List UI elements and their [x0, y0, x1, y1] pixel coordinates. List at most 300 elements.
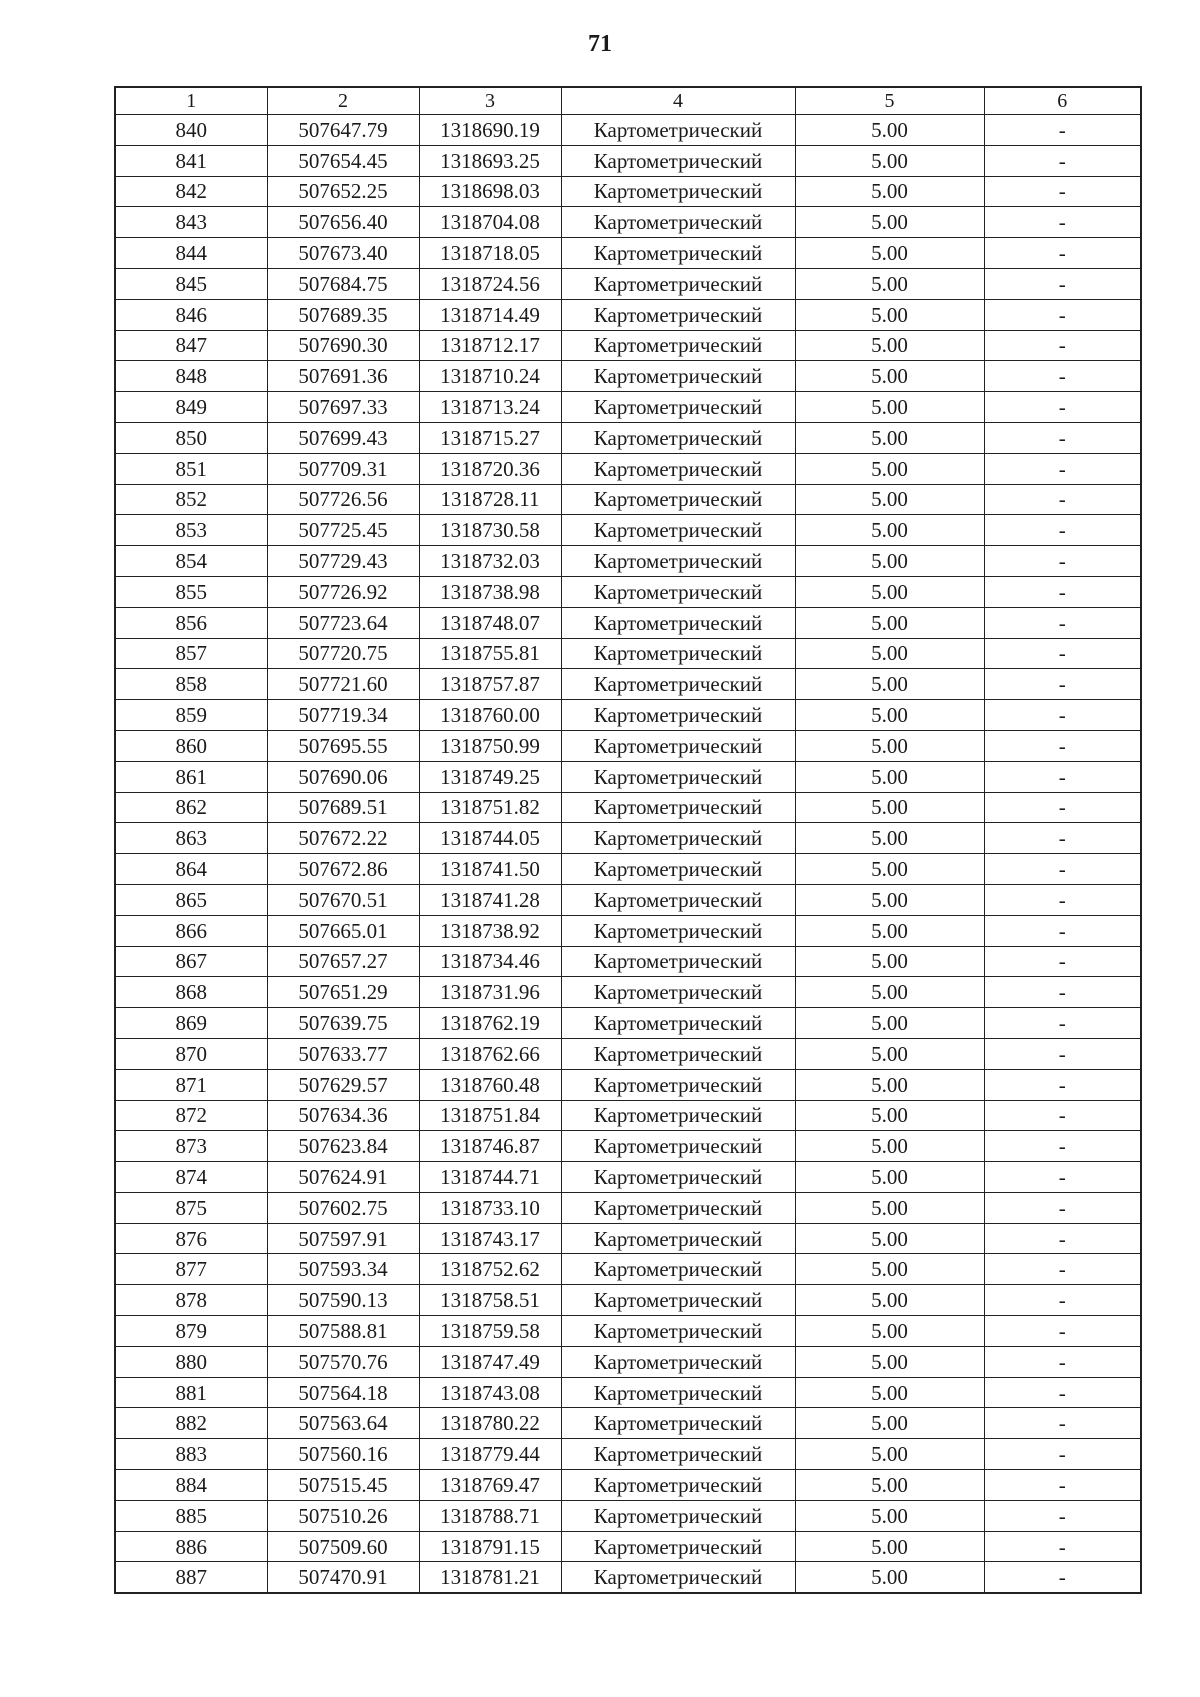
table-row [115, 1531, 1141, 1562]
table-row [115, 607, 1141, 638]
point-number-cell: 842 [115, 176, 267, 207]
point-number-cell: 865 [115, 884, 267, 915]
x-coordinate-cell: 507623.84 [267, 1131, 419, 1162]
point-number-cell: 869 [115, 1008, 267, 1039]
accuracy-cell: 5.00 [795, 1500, 984, 1531]
method-cell: Картометрический [561, 115, 795, 146]
x-coordinate-cell: 507709.31 [267, 453, 419, 484]
point-number-cell: 848 [115, 361, 267, 392]
table-row [115, 1254, 1141, 1285]
y-coordinate-cell: 1318713.24 [419, 392, 561, 423]
point-number-cell: 881 [115, 1377, 267, 1408]
y-coordinate-cell: 1318728.11 [419, 484, 561, 515]
note-cell: - [984, 638, 1141, 669]
method-cell: Картометрический [561, 238, 795, 269]
table-header [115, 87, 1141, 115]
note-cell: - [984, 1192, 1141, 1223]
accuracy-cell: 5.00 [795, 1285, 984, 1316]
table-body [115, 115, 1141, 1594]
y-coordinate-cell: 1318690.19 [419, 115, 561, 146]
table-row [115, 1162, 1141, 1193]
method-cell: Картометрический [561, 946, 795, 977]
column-header-4: 4 [561, 87, 795, 115]
table-row [115, 207, 1141, 238]
point-number-cell: 860 [115, 730, 267, 761]
note-cell: - [984, 484, 1141, 515]
point-number-cell: 878 [115, 1285, 267, 1316]
accuracy-cell: 5.00 [795, 1223, 984, 1254]
x-coordinate-cell: 507657.27 [267, 946, 419, 977]
table-row [115, 361, 1141, 392]
note-cell: - [984, 1439, 1141, 1470]
table-row [115, 700, 1141, 731]
note-cell: - [984, 1008, 1141, 1039]
column-header-5: 5 [795, 87, 984, 115]
page-number: 71 [588, 31, 612, 57]
x-coordinate-cell: 507624.91 [267, 1162, 419, 1193]
table-row [115, 299, 1141, 330]
note-cell: - [984, 422, 1141, 453]
x-coordinate-cell: 507633.77 [267, 1038, 419, 1069]
point-number-cell: 854 [115, 546, 267, 577]
table-row [115, 946, 1141, 977]
accuracy-cell: 5.00 [795, 761, 984, 792]
method-cell: Картометрический [561, 977, 795, 1008]
method-cell: Картометрический [561, 1223, 795, 1254]
method-cell: Картометрический [561, 1008, 795, 1039]
table-row [115, 484, 1141, 515]
point-number-cell: 843 [115, 207, 267, 238]
point-number-cell: 882 [115, 1408, 267, 1439]
point-number-cell: 851 [115, 453, 267, 484]
x-coordinate-cell: 507593.34 [267, 1254, 419, 1285]
accuracy-cell: 5.00 [795, 330, 984, 361]
x-coordinate-cell: 507629.57 [267, 1069, 419, 1100]
x-coordinate-cell: 507656.40 [267, 207, 419, 238]
note-cell: - [984, 1100, 1141, 1131]
accuracy-cell: 5.00 [795, 669, 984, 700]
y-coordinate-cell: 1318748.07 [419, 607, 561, 638]
accuracy-cell: 5.00 [795, 946, 984, 977]
point-number-cell: 859 [115, 700, 267, 731]
y-coordinate-cell: 1318752.62 [419, 1254, 561, 1285]
y-coordinate-cell: 1318759.58 [419, 1316, 561, 1347]
y-coordinate-cell: 1318714.49 [419, 299, 561, 330]
accuracy-cell: 5.00 [795, 1038, 984, 1069]
y-coordinate-cell: 1318750.99 [419, 730, 561, 761]
note-cell: - [984, 607, 1141, 638]
point-number-cell: 864 [115, 854, 267, 885]
point-number-cell: 855 [115, 576, 267, 607]
method-cell: Картометрический [561, 1408, 795, 1439]
y-coordinate-cell: 1318693.25 [419, 145, 561, 176]
accuracy-cell: 5.00 [795, 484, 984, 515]
method-cell: Картометрический [561, 638, 795, 669]
method-cell: Картометрический [561, 1470, 795, 1501]
accuracy-cell: 5.00 [795, 576, 984, 607]
accuracy-cell: 5.00 [795, 1131, 984, 1162]
point-number-cell: 871 [115, 1069, 267, 1100]
accuracy-cell: 5.00 [795, 361, 984, 392]
y-coordinate-cell: 1318710.24 [419, 361, 561, 392]
point-number-cell: 852 [115, 484, 267, 515]
accuracy-cell: 5.00 [795, 515, 984, 546]
note-cell: - [984, 145, 1141, 176]
method-cell: Картометрический [561, 1069, 795, 1100]
method-cell: Картометрический [561, 1531, 795, 1562]
accuracy-cell: 5.00 [795, 422, 984, 453]
accuracy-cell: 5.00 [795, 607, 984, 638]
column-header-3: 3 [419, 87, 561, 115]
note-cell: - [984, 1470, 1141, 1501]
point-number-cell: 883 [115, 1439, 267, 1470]
note-cell: - [984, 977, 1141, 1008]
method-cell: Картометрический [561, 1346, 795, 1377]
point-number-cell: 872 [115, 1100, 267, 1131]
y-coordinate-cell: 1318715.27 [419, 422, 561, 453]
note-cell: - [984, 1285, 1141, 1316]
method-cell: Картометрический [561, 1439, 795, 1470]
table-row [115, 1131, 1141, 1162]
note-cell: - [984, 115, 1141, 146]
table-row [115, 1408, 1141, 1439]
method-cell: Картометрический [561, 761, 795, 792]
point-number-cell: 861 [115, 761, 267, 792]
y-coordinate-cell: 1318738.98 [419, 576, 561, 607]
note-cell: - [984, 1162, 1141, 1193]
accuracy-cell: 5.00 [795, 1408, 984, 1439]
point-number-cell: 875 [115, 1192, 267, 1223]
point-number-cell: 850 [115, 422, 267, 453]
point-number-cell: 887 [115, 1562, 267, 1593]
method-cell: Картометрический [561, 330, 795, 361]
table-row [115, 977, 1141, 1008]
x-coordinate-cell: 507590.13 [267, 1285, 419, 1316]
note-cell: - [984, 268, 1141, 299]
x-coordinate-cell: 507564.18 [267, 1377, 419, 1408]
method-cell: Картометрический [561, 1316, 795, 1347]
x-coordinate-cell: 507690.30 [267, 330, 419, 361]
note-cell: - [984, 576, 1141, 607]
y-coordinate-cell: 1318769.47 [419, 1470, 561, 1501]
note-cell: - [984, 1254, 1141, 1285]
point-number-cell: 862 [115, 792, 267, 823]
x-coordinate-cell: 507725.45 [267, 515, 419, 546]
table-row [115, 884, 1141, 915]
table-row [115, 1285, 1141, 1316]
point-number-cell: 868 [115, 977, 267, 1008]
table-row [115, 1500, 1141, 1531]
method-cell: Картометрический [561, 1131, 795, 1162]
y-coordinate-cell: 1318718.05 [419, 238, 561, 269]
table-row [115, 638, 1141, 669]
x-coordinate-cell: 507672.22 [267, 823, 419, 854]
method-cell: Картометрический [561, 392, 795, 423]
accuracy-cell: 5.00 [795, 1316, 984, 1347]
method-cell: Картометрический [561, 1562, 795, 1593]
method-cell: Картометрический [561, 1192, 795, 1223]
note-cell: - [984, 1531, 1141, 1562]
x-coordinate-cell: 507673.40 [267, 238, 419, 269]
y-coordinate-cell: 1318733.10 [419, 1192, 561, 1223]
accuracy-cell: 5.00 [795, 884, 984, 915]
table-row [115, 1562, 1141, 1593]
note-cell: - [984, 730, 1141, 761]
x-coordinate-cell: 507719.34 [267, 700, 419, 731]
accuracy-cell: 5.00 [795, 299, 984, 330]
column-header-2: 2 [267, 87, 419, 115]
x-coordinate-cell: 507691.36 [267, 361, 419, 392]
method-cell: Картометрический [561, 546, 795, 577]
point-number-cell: 879 [115, 1316, 267, 1347]
method-cell: Картометрический [561, 1162, 795, 1193]
accuracy-cell: 5.00 [795, 1439, 984, 1470]
note-cell: - [984, 453, 1141, 484]
accuracy-cell: 5.00 [795, 145, 984, 176]
note-cell: - [984, 330, 1141, 361]
y-coordinate-cell: 1318712.17 [419, 330, 561, 361]
table-row [115, 576, 1141, 607]
y-coordinate-cell: 1318781.21 [419, 1562, 561, 1593]
table-row [115, 145, 1141, 176]
method-cell: Картометрический [561, 700, 795, 731]
y-coordinate-cell: 1318734.46 [419, 946, 561, 977]
x-coordinate-cell: 507563.64 [267, 1408, 419, 1439]
table-row [115, 515, 1141, 546]
y-coordinate-cell: 1318788.71 [419, 1500, 561, 1531]
note-cell: - [984, 1346, 1141, 1377]
y-coordinate-cell: 1318741.28 [419, 884, 561, 915]
note-cell: - [984, 1500, 1141, 1531]
table-row [115, 1377, 1141, 1408]
table-row [115, 761, 1141, 792]
x-coordinate-cell: 507723.64 [267, 607, 419, 638]
note-cell: - [984, 207, 1141, 238]
x-coordinate-cell: 507602.75 [267, 1192, 419, 1223]
note-cell: - [984, 176, 1141, 207]
x-coordinate-cell: 507652.25 [267, 176, 419, 207]
table-row [115, 1346, 1141, 1377]
y-coordinate-cell: 1318760.00 [419, 700, 561, 731]
accuracy-cell: 5.00 [795, 1192, 984, 1223]
accuracy-cell: 5.00 [795, 1470, 984, 1501]
x-coordinate-cell: 507720.75 [267, 638, 419, 669]
x-coordinate-cell: 507689.51 [267, 792, 419, 823]
note-cell: - [984, 1131, 1141, 1162]
point-number-cell: 867 [115, 946, 267, 977]
accuracy-cell: 5.00 [795, 915, 984, 946]
method-cell: Картометрический [561, 299, 795, 330]
y-coordinate-cell: 1318732.03 [419, 546, 561, 577]
note-cell: - [984, 1038, 1141, 1069]
accuracy-cell: 5.00 [795, 1008, 984, 1039]
method-cell: Картометрический [561, 669, 795, 700]
y-coordinate-cell: 1318744.05 [419, 823, 561, 854]
point-number-cell: 874 [115, 1162, 267, 1193]
x-coordinate-cell: 507672.86 [267, 854, 419, 885]
method-cell: Картометрический [561, 1038, 795, 1069]
y-coordinate-cell: 1318749.25 [419, 761, 561, 792]
method-cell: Картометрический [561, 1100, 795, 1131]
table-row [115, 1008, 1141, 1039]
method-cell: Картометрический [561, 823, 795, 854]
note-cell: - [984, 669, 1141, 700]
point-number-cell: 866 [115, 915, 267, 946]
table-row [115, 1439, 1141, 1470]
point-number-cell: 863 [115, 823, 267, 854]
method-cell: Картометрический [561, 1285, 795, 1316]
y-coordinate-cell: 1318755.81 [419, 638, 561, 669]
y-coordinate-cell: 1318746.87 [419, 1131, 561, 1162]
x-coordinate-cell: 507651.29 [267, 977, 419, 1008]
y-coordinate-cell: 1318738.92 [419, 915, 561, 946]
method-cell: Картометрический [561, 607, 795, 638]
point-number-cell: 876 [115, 1223, 267, 1254]
note-cell: - [984, 792, 1141, 823]
method-cell: Картометрический [561, 207, 795, 238]
accuracy-cell: 5.00 [795, 1531, 984, 1562]
note-cell: - [984, 546, 1141, 577]
table-row [115, 1038, 1141, 1069]
point-number-cell: 880 [115, 1346, 267, 1377]
note-cell: - [984, 299, 1141, 330]
accuracy-cell: 5.00 [795, 730, 984, 761]
method-cell: Картометрический [561, 361, 795, 392]
table-row [115, 823, 1141, 854]
y-coordinate-cell: 1318704.08 [419, 207, 561, 238]
note-cell: - [984, 515, 1141, 546]
accuracy-cell: 5.00 [795, 1346, 984, 1377]
method-cell: Картометрический [561, 792, 795, 823]
x-coordinate-cell: 507634.36 [267, 1100, 419, 1131]
x-coordinate-cell: 507726.92 [267, 576, 419, 607]
x-coordinate-cell: 507560.16 [267, 1439, 419, 1470]
y-coordinate-cell: 1318720.36 [419, 453, 561, 484]
x-coordinate-cell: 507726.56 [267, 484, 419, 515]
accuracy-cell: 5.00 [795, 1162, 984, 1193]
table-row [115, 792, 1141, 823]
point-number-cell: 873 [115, 1131, 267, 1162]
accuracy-cell: 5.00 [795, 1377, 984, 1408]
note-cell: - [984, 392, 1141, 423]
y-coordinate-cell: 1318730.58 [419, 515, 561, 546]
method-cell: Картометрический [561, 915, 795, 946]
x-coordinate-cell: 507690.06 [267, 761, 419, 792]
accuracy-cell: 5.00 [795, 792, 984, 823]
note-cell: - [984, 1069, 1141, 1100]
point-number-cell: 840 [115, 115, 267, 146]
column-header-1: 1 [115, 87, 267, 115]
note-cell: - [984, 1223, 1141, 1254]
note-cell: - [984, 761, 1141, 792]
method-cell: Картометрический [561, 484, 795, 515]
y-coordinate-cell: 1318780.22 [419, 1408, 561, 1439]
table-row [115, 1223, 1141, 1254]
y-coordinate-cell: 1318747.49 [419, 1346, 561, 1377]
note-cell: - [984, 946, 1141, 977]
accuracy-cell: 5.00 [795, 1069, 984, 1100]
note-cell: - [984, 854, 1141, 885]
y-coordinate-cell: 1318698.03 [419, 176, 561, 207]
table-row [115, 546, 1141, 577]
table-row [115, 115, 1141, 146]
table-row [115, 176, 1141, 207]
y-coordinate-cell: 1318744.71 [419, 1162, 561, 1193]
y-coordinate-cell: 1318751.84 [419, 1100, 561, 1131]
x-coordinate-cell: 507699.43 [267, 422, 419, 453]
point-number-cell: 870 [115, 1038, 267, 1069]
accuracy-cell: 5.00 [795, 823, 984, 854]
x-coordinate-cell: 507588.81 [267, 1316, 419, 1347]
note-cell: - [984, 823, 1141, 854]
y-coordinate-cell: 1318731.96 [419, 977, 561, 1008]
x-coordinate-cell: 507509.60 [267, 1531, 419, 1562]
x-coordinate-cell: 507670.51 [267, 884, 419, 915]
accuracy-cell: 5.00 [795, 176, 984, 207]
point-number-cell: 853 [115, 515, 267, 546]
y-coordinate-cell: 1318791.15 [419, 1531, 561, 1562]
accuracy-cell: 5.00 [795, 700, 984, 731]
point-number-cell: 885 [115, 1500, 267, 1531]
accuracy-cell: 5.00 [795, 1254, 984, 1285]
accuracy-cell: 5.00 [795, 268, 984, 299]
y-coordinate-cell: 1318762.66 [419, 1038, 561, 1069]
accuracy-cell: 5.00 [795, 546, 984, 577]
note-cell: - [984, 1377, 1141, 1408]
method-cell: Картометрический [561, 176, 795, 207]
x-coordinate-cell: 507729.43 [267, 546, 419, 577]
x-coordinate-cell: 507654.45 [267, 145, 419, 176]
table-row [115, 1192, 1141, 1223]
column-header-6: 6 [984, 87, 1141, 115]
accuracy-cell: 5.00 [795, 207, 984, 238]
note-cell: - [984, 238, 1141, 269]
point-number-cell: 844 [115, 238, 267, 269]
note-cell: - [984, 1316, 1141, 1347]
x-coordinate-cell: 507470.91 [267, 1562, 419, 1593]
x-coordinate-cell: 507647.79 [267, 115, 419, 146]
method-cell: Картометрический [561, 422, 795, 453]
x-coordinate-cell: 507639.75 [267, 1008, 419, 1039]
x-coordinate-cell: 507689.35 [267, 299, 419, 330]
header-row [115, 87, 1141, 115]
method-cell: Картометрический [561, 145, 795, 176]
table-row [115, 392, 1141, 423]
accuracy-cell: 5.00 [795, 854, 984, 885]
point-number-cell: 845 [115, 268, 267, 299]
table-row [115, 330, 1141, 361]
table-row [115, 1470, 1141, 1501]
note-cell: - [984, 915, 1141, 946]
table-row [115, 669, 1141, 700]
y-coordinate-cell: 1318741.50 [419, 854, 561, 885]
method-cell: Картометрический [561, 268, 795, 299]
point-number-cell: 841 [115, 145, 267, 176]
y-coordinate-cell: 1318779.44 [419, 1439, 561, 1470]
table-row [115, 1316, 1141, 1347]
accuracy-cell: 5.00 [795, 453, 984, 484]
coordinates-table [114, 86, 1142, 1594]
y-coordinate-cell: 1318743.08 [419, 1377, 561, 1408]
y-coordinate-cell: 1318757.87 [419, 669, 561, 700]
x-coordinate-cell: 507597.91 [267, 1223, 419, 1254]
table-row [115, 1100, 1141, 1131]
accuracy-cell: 5.00 [795, 1100, 984, 1131]
y-coordinate-cell: 1318724.56 [419, 268, 561, 299]
note-cell: - [984, 1408, 1141, 1439]
x-coordinate-cell: 507684.75 [267, 268, 419, 299]
x-coordinate-cell: 507570.76 [267, 1346, 419, 1377]
